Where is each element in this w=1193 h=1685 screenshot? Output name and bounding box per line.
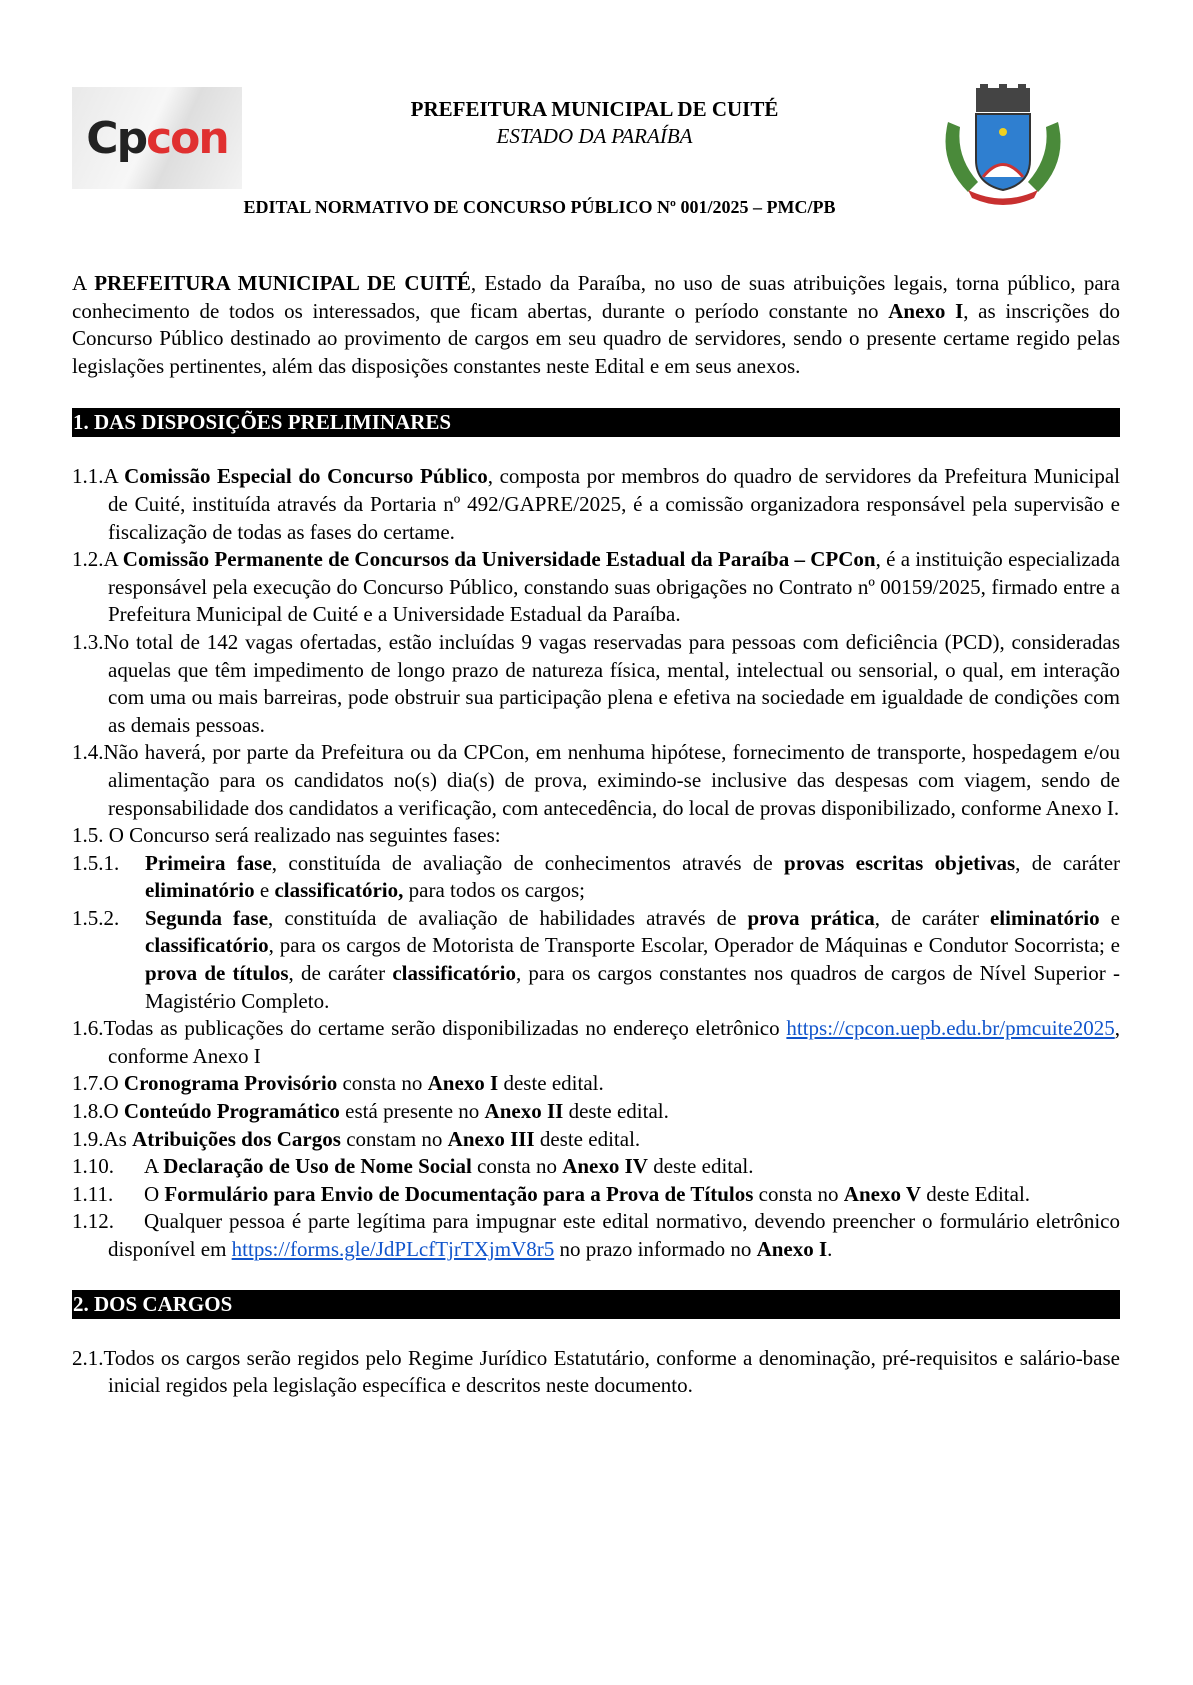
bold-text: provas escritas objetivas <box>784 850 1016 875</box>
sections <box>72 408 1120 1399</box>
text: e <box>254 878 275 903</box>
text: consta no <box>471 1154 563 1179</box>
text: As <box>103 1126 133 1151</box>
text: , constituída de avaliação de habilidades através de <box>268 905 748 930</box>
text: , conforme Anexo I <box>108 1016 1120 1068</box>
item-number: 1.2. <box>72 547 104 572</box>
header-subtitle: ESTADO DA PARAÍBA <box>496 124 693 148</box>
list-item <box>72 546 1120 629</box>
text: Todas as publicações do certame serão disponibilizadas no endereço eletrônico <box>103 1016 787 1041</box>
text: , de caráter <box>874 905 990 930</box>
text: está presente no <box>339 1099 485 1124</box>
edital-title: EDITAL NORMATIVO DE CONCURSO PÚBLICO Nº 001/2025 – PMC/PB <box>243 197 836 217</box>
text: deste Edital. <box>921 1181 1031 1206</box>
bold-text: Declaração de Uso de Nome Social <box>163 1154 472 1179</box>
list-item <box>72 850 1120 905</box>
item-number: 1.4. <box>72 740 104 765</box>
bold-text: Cronograma Provisório <box>123 1071 338 1096</box>
item-number: 1.11. <box>72 1181 114 1206</box>
section-heading: 2. DOS CARGOS <box>72 1290 1120 1319</box>
list-item <box>72 1345 1120 1400</box>
item-number: 1.5.2. <box>72 905 120 930</box>
logo-con: con <box>146 112 228 164</box>
text: No total de 142 vagas ofertadas, estão incluídas 9 vagas reservadas para pessoas com deficiência (PCD), consideradas aquelas que têm impedimento de longo prazo de natureza física, mental, intelectual ou sensorial, o qual, em interação com uma ou mais barreiras, pode obstruir sua participação plena e efetiva na sociedade em igualdade de condições com as demais pessoas. <box>103 629 1120 737</box>
text: , constituída de avaliação de conhecimentos através de <box>271 850 785 875</box>
bold-text: Anexo IV <box>562 1154 648 1179</box>
text: , composta por membros do quadro de servidores da Prefeitura Municipal de Cuité, instituída através da Portaria nº 492/GAPRE/2025, é a comissão organizadora responsável pela supervisão e fiscalização de todas as fases do certame. <box>108 464 1120 544</box>
list-item <box>72 739 1120 822</box>
text: O Concurso será realizado nas seguintes fases: <box>103 823 501 848</box>
text: , de caráter <box>288 961 393 986</box>
bold-text: Conteúdo Programático <box>123 1099 340 1124</box>
bold-text: Comissão Permanente de Concursos da Universidade Estadual da Paraíba – CPCon <box>122 547 876 572</box>
section-heading: 1. DAS DISPOSIÇÕES PRELIMINARES <box>72 408 1120 437</box>
logo-cp: Cp <box>86 112 147 164</box>
link[interactable]: https://cpcon.uepb.edu.br/pmcuite2025 <box>786 1016 1115 1041</box>
bold-text: Segunda fase <box>145 905 269 930</box>
bold-text: eliminatório <box>989 905 1100 930</box>
text: constam no <box>340 1126 448 1151</box>
text: Todos os cargos serão regidos pelo Regime Jurídico Estatutário, conforme a denominação, pré-requisitos e salário-base inicial regidos pela legislação específica e descritos neste documento. <box>103 1345 1120 1398</box>
item-number: 1.9. <box>72 1126 104 1151</box>
bold-text: Anexo I <box>427 1071 499 1096</box>
bold-text: classificatório, <box>274 878 404 903</box>
list-item <box>72 1015 1120 1070</box>
item-number: 2.1. <box>72 1345 104 1370</box>
list-item <box>72 1153 1120 1181</box>
text: para todos os cargos; <box>403 878 585 903</box>
list-item <box>72 629 1120 739</box>
text: O <box>103 1071 124 1096</box>
bold-text: Comissão Especial do Concurso Público <box>124 464 488 489</box>
text: deste edital. <box>498 1071 604 1096</box>
bold-text: Primeira fase <box>145 850 272 875</box>
item-number: 1.5.1. <box>72 850 120 875</box>
list-item <box>72 1070 1120 1098</box>
text: A <box>72 271 95 295</box>
item-number: 1.1. <box>72 464 104 489</box>
bold-text: eliminatório <box>145 878 255 903</box>
text: e <box>1099 905 1120 930</box>
bold-text: classificatório <box>392 961 516 986</box>
list-item <box>72 463 1120 546</box>
item-number: 1.5. <box>72 823 104 848</box>
bold-text: Anexo I <box>756 1237 828 1261</box>
list-item <box>72 1181 1120 1209</box>
intro-paragraph <box>72 270 1120 380</box>
list-item <box>72 1126 1120 1154</box>
bold-text: PREFEITURA MUNICIPAL DE CUITÉ <box>94 271 471 295</box>
text: Não haverá, por parte da Prefeitura ou da CPCon, em nenhuma hipótese, fornecimento de transporte, hospedagem e/ou alimentação para os candidatos no(s) dia(s) de prova, eximindo-se inclusive das despesas com viagem, sendo de responsabilidade dos candidatos a verificação, com antecedência, do local de provas disponibilizado, conforme Anexo I. <box>103 740 1120 820</box>
text: A <box>103 547 123 572</box>
bold-text: Formulário para Envio de Documentação para a Prova de Títulos <box>164 1181 754 1206</box>
text: consta no <box>337 1071 428 1096</box>
text: , de caráter <box>1015 850 1121 875</box>
list-item <box>72 1208 1120 1263</box>
list-item <box>72 1098 1120 1126</box>
item-number: 1.8. <box>72 1099 104 1124</box>
item-number: 1.10. <box>72 1154 114 1179</box>
document-body <box>72 270 1120 1400</box>
text: . <box>827 1237 833 1261</box>
item-number: 1.3. <box>72 629 104 654</box>
link[interactable]: https://forms.gle/JdPLcfTjrTXjmV8r5 <box>231 1237 555 1261</box>
text: , para os cargos de Motorista de Transporte Escolar, Operador de Máquinas e Condutor Socorrista; e <box>268 933 1120 958</box>
bold-text: Anexo II <box>484 1099 564 1124</box>
item-number: 1.12. <box>72 1209 114 1234</box>
text: no prazo informado no <box>554 1237 757 1261</box>
text: , as inscrições do Concurso Público destinado ao provimento de cargos em seu quadro de servidores, sendo o presente certame regido pelas legislações pertinentes, além das disposições constantes neste Edital e em seus anexos. <box>72 298 1120 378</box>
item-number: 1.6. <box>72 1016 104 1041</box>
bold-text: Anexo III <box>447 1126 535 1151</box>
text: deste edital. <box>647 1154 754 1179</box>
bold-text: Anexo I <box>888 298 964 323</box>
text: deste edital. <box>563 1099 669 1124</box>
bold-text: prova de títulos <box>145 961 289 986</box>
text: O <box>103 1099 124 1124</box>
bold-text: Atribuições dos Cargos <box>132 1126 341 1151</box>
bold-text: classificatório <box>145 933 269 958</box>
text: , é a instituição especializada responsável pela execução do Concurso Público, constando suas obrigações no Contrato nº 00159/2025, firmado entre a Prefeitura Municipal de Cuité e a Universidade Estadual da Paraíba. <box>108 547 1120 627</box>
text: Qualquer pessoa é parte legítima para impugnar este edital normativo, devendo preencher o formulário eletrônico disponível em <box>108 1209 1120 1261</box>
text: consta no <box>753 1181 844 1206</box>
text: , para os cargos constantes nos quadros de cargos de Nível Superior - Magistério Completo. <box>145 961 1120 1013</box>
text: O <box>144 1181 165 1206</box>
bold-text: Anexo V <box>843 1181 921 1206</box>
text: A <box>103 464 125 489</box>
item-number: 1.7. <box>72 1071 104 1096</box>
text: , Estado da Paraíba, no uso de suas atribuições legais, torna público, para conhecimento de todos os interessados, que ficam abertas, durante o período constante no <box>72 271 1120 323</box>
list-item <box>72 822 1120 850</box>
bold-text: prova prática <box>747 905 875 930</box>
list-item <box>72 905 1120 1015</box>
text: A <box>144 1154 164 1179</box>
header-title: PREFEITURA MUNICIPAL DE CUITÉ <box>410 97 779 121</box>
text: deste edital. <box>534 1126 641 1151</box>
